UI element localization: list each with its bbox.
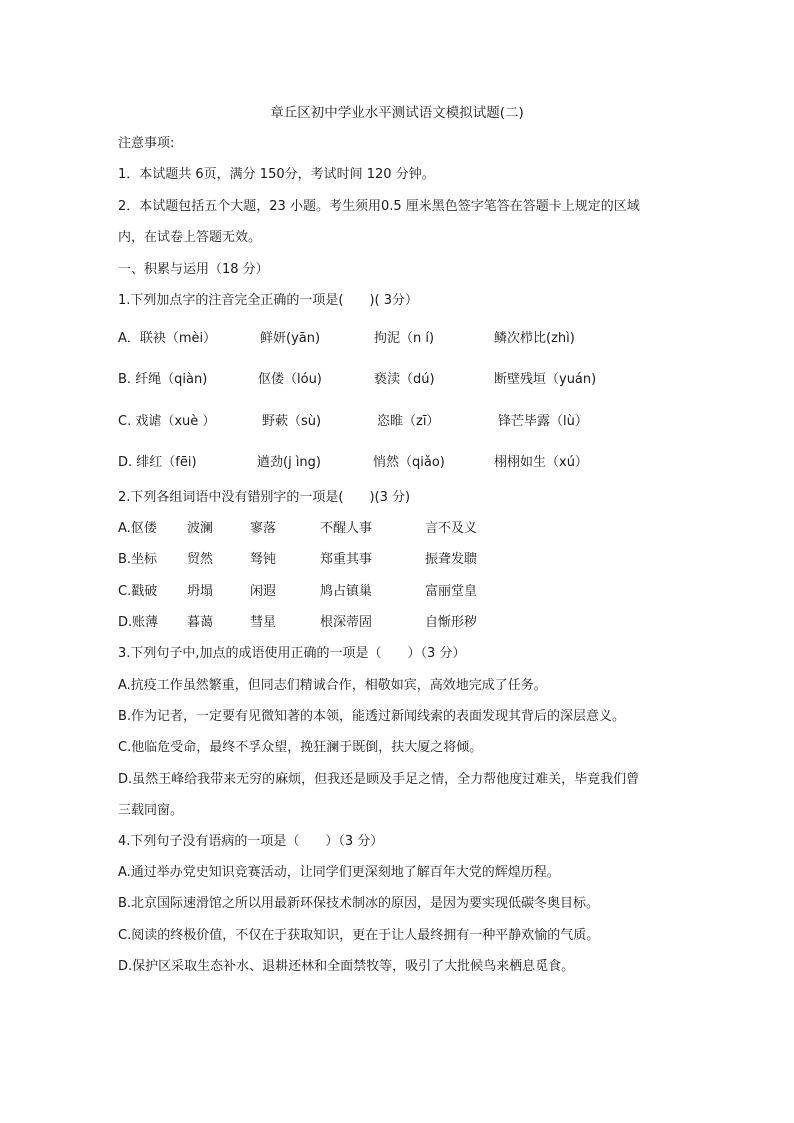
notes-item-1: 1．本试题共 6页，满分 150分，考试时间 120 分钟。 <box>118 167 435 182</box>
q3-option-b: B.作为记者，一定要有见微知著的本领，能透过新闻线索的表面发现其背后的深层意义。 <box>118 709 626 724</box>
q2-option-d-2: 暮蔼 <box>187 615 214 630</box>
q1-option-b-2: 伛偻（lóu) <box>258 372 322 387</box>
q2-option-c-1: C.戳破 <box>118 584 158 599</box>
q2-option-c-5: 富丽堂皇 <box>425 584 478 599</box>
q1-option-b-3: 亵渎（dú) <box>374 372 435 387</box>
question-4-stem: 4.下列句子没有语病的一项是（ ）（3 分） <box>118 834 384 849</box>
q2-option-c-2: 坍塌 <box>187 584 214 599</box>
q2-option-d-4: 根深蒂固 <box>320 615 373 630</box>
q3-option-d-cont: 三载同窗。 <box>118 803 184 818</box>
q4-option-a: A.通过举办党史知识竞赛活动，让同学们更深刻地了解百年大党的辉煌历程。 <box>118 865 560 880</box>
q2-option-b-2: 贸然 <box>187 552 214 567</box>
q3-option-d: D.虽然王峰给我带来无穷的麻烦，但我还是顾及手足之情，全力帮他度过难关，毕竟我们曾 <box>118 772 640 787</box>
q2-option-a-4: 不醒人事 <box>320 521 373 536</box>
q4-option-c: C.阅读的终极价值，不仅在于获取知识，更在于让人最终拥有一种平静欢愉的气质。 <box>118 928 600 943</box>
q1-option-c-4: 锋芒毕露（lù） <box>498 414 588 429</box>
q1-option-a-4: 鳞次栉比(zhì) <box>494 331 575 346</box>
q3-option-c: C.他临危受命，最终不孚众望，挽狂澜于既倒，扶大厦之将倾。 <box>118 740 483 755</box>
q2-option-d-3: 彗星 <box>250 615 277 630</box>
q1-option-c-3: 恣睢（zī） <box>377 414 440 429</box>
notes-item-2-cont: 内，在试卷上答题无效。 <box>118 230 262 245</box>
q1-option-a-1: A．联袂（mèi） <box>118 331 217 346</box>
q2-option-d-1: D.账薄 <box>118 615 159 630</box>
page-title: 章丘区初中学业水平测试语文模拟试题(二) <box>270 105 524 121</box>
question-2-stem: 2.下列各组词语中没有错别字的一项是( )(3 分) <box>118 490 411 505</box>
q2-option-b-5: 振聋发聩 <box>425 552 478 567</box>
q1-option-d-4: 栩栩如生（xú） <box>494 455 588 470</box>
question-3-stem: 3.下列句子中,加点的成语使用正确的一项是（ ）（3 分） <box>118 646 466 661</box>
q4-option-d: D.保护区采取生态补水、退耕还林和全面禁牧等，吸引了大批候鸟来栖息觅食。 <box>118 959 575 974</box>
q4-option-b: B.北京国际速滑馆之所以用最新环保技术制冰的原因，是因为要实现低碳冬奥目标。 <box>118 896 600 911</box>
q2-option-a-3: 寥落 <box>250 521 277 536</box>
notes-item-2: 2．本试题包括五个大题，23 小题。考生须用0.5 厘米黑色签字笔答在答题卡上规定的区域 <box>118 199 640 214</box>
notes-heading: 注意事项: <box>118 136 175 151</box>
q1-option-d-2: 遒劲(j ìng) <box>257 455 321 470</box>
q1-option-a-2: 鲜妍(yān) <box>260 331 321 346</box>
q1-option-d-3: 悄然（qiǎo) <box>373 455 445 470</box>
q2-option-d-5: 自惭形秽 <box>425 615 478 630</box>
q2-option-a-2: 波澜 <box>187 521 214 536</box>
q2-option-a-1: A.伛偻 <box>118 521 157 536</box>
q1-option-c-1: C. 戏谑（xuè ） <box>118 414 216 429</box>
q1-option-d-1: D. 绯红（fēi) <box>118 455 197 470</box>
q2-option-c-4: 鸠占镇巢 <box>320 584 373 599</box>
q1-option-a-3: 拘泥（n í) <box>374 331 435 346</box>
q2-option-a-5: 言不及义 <box>425 521 478 536</box>
q2-option-b-4: 郑重其事 <box>320 552 373 567</box>
q2-option-b-3: 驽钝 <box>250 552 277 567</box>
q1-option-b-4: 断壁残垣（yuán) <box>494 372 597 387</box>
q1-option-b-1: B. 纤绳（qiàn) <box>118 372 208 387</box>
q2-option-c-3: 闲遐 <box>250 584 277 599</box>
question-1-stem: 1.下列加点字的注音完全正确的一项是( )( 3分） <box>118 293 419 308</box>
q3-option-a: A.抗疫工作虽然繁重，但同志们精诚合作，相敬如宾，高效地完成了任务。 <box>118 678 547 693</box>
section-heading: 一、积累与运用（18 分） <box>118 262 269 277</box>
q1-option-c-2: 野蔌（sù) <box>262 414 322 429</box>
q2-option-b-1: B.坐标 <box>118 552 158 567</box>
